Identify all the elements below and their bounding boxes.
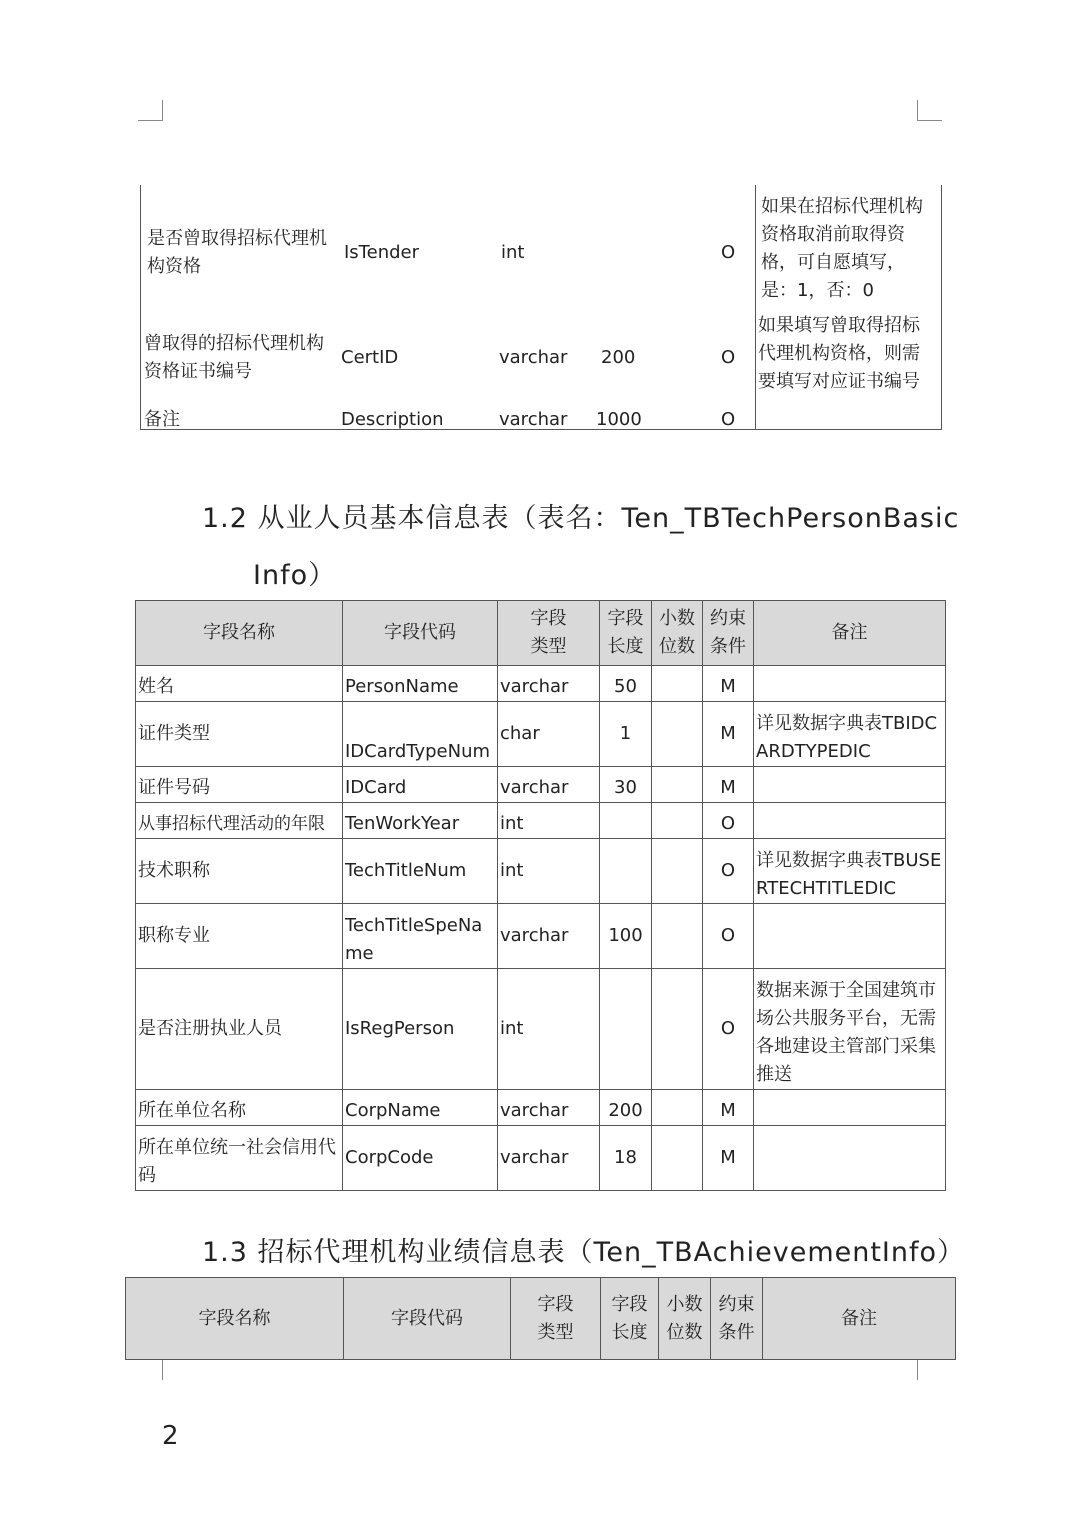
cell-constraint: M — [703, 1126, 754, 1191]
cell-code: IDCard — [343, 767, 498, 803]
header-field-type: 字段类型 — [498, 601, 600, 666]
top-row1-code: IsTender — [344, 242, 420, 263]
cell-remark — [754, 666, 946, 702]
person-info-table — [135, 600, 946, 1191]
cell-length — [600, 839, 652, 904]
table-row — [136, 767, 946, 803]
section-1-2-title-cont: Info） — [253, 560, 337, 591]
top-row2-code: CertID — [341, 347, 399, 368]
top-row3-type: varchar — [499, 409, 568, 430]
cell-code: IsRegPerson — [343, 969, 498, 1090]
cell-constraint: M — [703, 666, 754, 702]
cell-name: 从事招标代理活动的年限 — [136, 803, 343, 839]
top-row2-type: varchar — [499, 347, 568, 368]
cell-remark: 详见数据字典表TBIDCARDTYPEDIC — [754, 702, 946, 767]
cell-name: 技术职称 — [136, 839, 343, 904]
cell-constraint: O — [703, 904, 754, 969]
top-row3-length: 1000 — [596, 409, 642, 430]
header-field-type: 字段类型 — [511, 1278, 601, 1360]
cell-name: 职称专业 — [136, 904, 343, 969]
cell-constraint: M — [703, 702, 754, 767]
cell-code: CorpCode — [343, 1126, 498, 1191]
cell-code: PersonName — [343, 666, 498, 702]
cell-length: 1 — [600, 702, 652, 767]
cell-remark — [754, 803, 946, 839]
table-row — [136, 666, 946, 702]
cell-length: 200 — [600, 1090, 652, 1126]
cell-name: 证件类型 — [136, 702, 343, 767]
header-field-name: 字段名称 — [136, 601, 343, 666]
cell-remark: 详见数据字典表TBUSERTECHTITLEDIC — [754, 839, 946, 904]
cell-type: char — [498, 702, 600, 767]
table-row — [136, 1126, 946, 1191]
cell-remark — [754, 904, 946, 969]
top-table — [140, 185, 942, 430]
cell-name: 所在单位名称 — [136, 1090, 343, 1126]
section-1-2-title: 1.2 从业人员基本信息表（表名：Ten_TBTechPersonBasic — [202, 503, 960, 534]
cell-decimal — [652, 904, 703, 969]
header-decimal: 小数位数 — [659, 1278, 711, 1360]
cell-constraint: O — [703, 803, 754, 839]
crop-mark-top-right — [917, 100, 942, 121]
cell-code: TenWorkYear — [343, 803, 498, 839]
cell-remark — [754, 1126, 946, 1191]
header-decimal: 小数位数 — [652, 601, 703, 666]
cell-type: varchar — [498, 767, 600, 803]
table-row — [136, 1090, 946, 1126]
cell-type: int — [498, 839, 600, 904]
cell-type: varchar — [498, 1126, 600, 1191]
page-number: 2 — [162, 1421, 179, 1451]
cell-length: 30 — [600, 767, 652, 803]
cell-constraint: M — [703, 1090, 754, 1126]
cell-name: 所在单位统一社会信用代码 — [136, 1126, 343, 1191]
cell-code: TechTitleSpeName — [343, 904, 498, 969]
table-row — [136, 969, 946, 1090]
cell-code: IDCardTypeNum — [343, 702, 498, 767]
header-constraint: 约束条件 — [703, 601, 754, 666]
cell-type: varchar — [498, 1090, 600, 1126]
cell-name: 证件号码 — [136, 767, 343, 803]
top-row2-name: 曾取得的招标代理机构资格证书编号 — [144, 333, 324, 382]
crop-mark-top-left — [138, 100, 163, 121]
header-remark: 备注 — [754, 601, 946, 666]
cell-decimal — [652, 969, 703, 1090]
cell-constraint: M — [703, 767, 754, 803]
cell-type: varchar — [498, 904, 600, 969]
top-row2-remark: 如果填写曾取得招标代理机构资格，则需要填写对应证书编号 — [758, 315, 920, 392]
header-field-code: 字段代码 — [344, 1278, 511, 1360]
header-field-length: 字段长度 — [600, 601, 652, 666]
cell-constraint: O — [703, 839, 754, 904]
cell-decimal — [652, 767, 703, 803]
cell-decimal — [652, 1090, 703, 1126]
cell-length: 50 — [600, 666, 652, 702]
header-constraint: 约束条件 — [711, 1278, 763, 1360]
table-row — [136, 904, 946, 969]
cell-type: int — [498, 803, 600, 839]
top-row3-constraint: O — [721, 409, 736, 430]
cell-decimal — [652, 1126, 703, 1191]
header-field-name: 字段名称 — [126, 1278, 344, 1360]
table-row — [136, 839, 946, 904]
cell-decimal — [652, 702, 703, 767]
header-field-code: 字段代码 — [343, 601, 498, 666]
top-row3-code: Description — [341, 409, 444, 430]
top-row1-remark: 如果在招标代理机构资格取消前取得资格，可自愿填写，是：1，否：0 — [761, 196, 923, 301]
cell-type: int — [498, 969, 600, 1090]
cell-remark — [754, 1090, 946, 1126]
cell-remark — [754, 767, 946, 803]
header-remark: 备注 — [763, 1278, 956, 1360]
top-row1-name: 是否曾取得招标代理机构资格 — [147, 228, 327, 277]
top-row2-constraint: O — [721, 347, 736, 368]
cell-length — [600, 803, 652, 839]
cell-length: 18 — [600, 1126, 652, 1191]
top-row1-constraint: O — [721, 242, 736, 263]
cell-length: 100 — [600, 904, 652, 969]
section-1-3-title: 1.3 招标代理机构业绩信息表（Ten_TBAchievementInfo） — [202, 1237, 966, 1268]
crop-mark-bottom-left — [162, 1360, 164, 1380]
top-row1-type: int — [501, 242, 525, 263]
crop-mark-bottom-right — [917, 1360, 919, 1380]
cell-name: 是否注册执业人员 — [136, 969, 343, 1090]
achievement-info-table — [125, 1277, 956, 1360]
cell-code: TechTitleNum — [343, 839, 498, 904]
cell-remark: 数据来源于全国建筑市场公共服务平台，无需各地建设主管部门采集推送 — [754, 969, 946, 1090]
header-field-length: 字段长度 — [601, 1278, 659, 1360]
table-row — [136, 702, 946, 767]
cell-name: 姓名 — [136, 666, 343, 702]
cell-constraint: O — [703, 969, 754, 1090]
table-row — [136, 803, 946, 839]
top-row3-name: 备注 — [144, 409, 180, 430]
cell-code: CorpName — [343, 1090, 498, 1126]
cell-decimal — [652, 839, 703, 904]
cell-length — [600, 969, 652, 1090]
cell-decimal — [652, 803, 703, 839]
cell-decimal — [652, 666, 703, 702]
top-row2-length: 200 — [601, 347, 636, 368]
cell-type: varchar — [498, 666, 600, 702]
